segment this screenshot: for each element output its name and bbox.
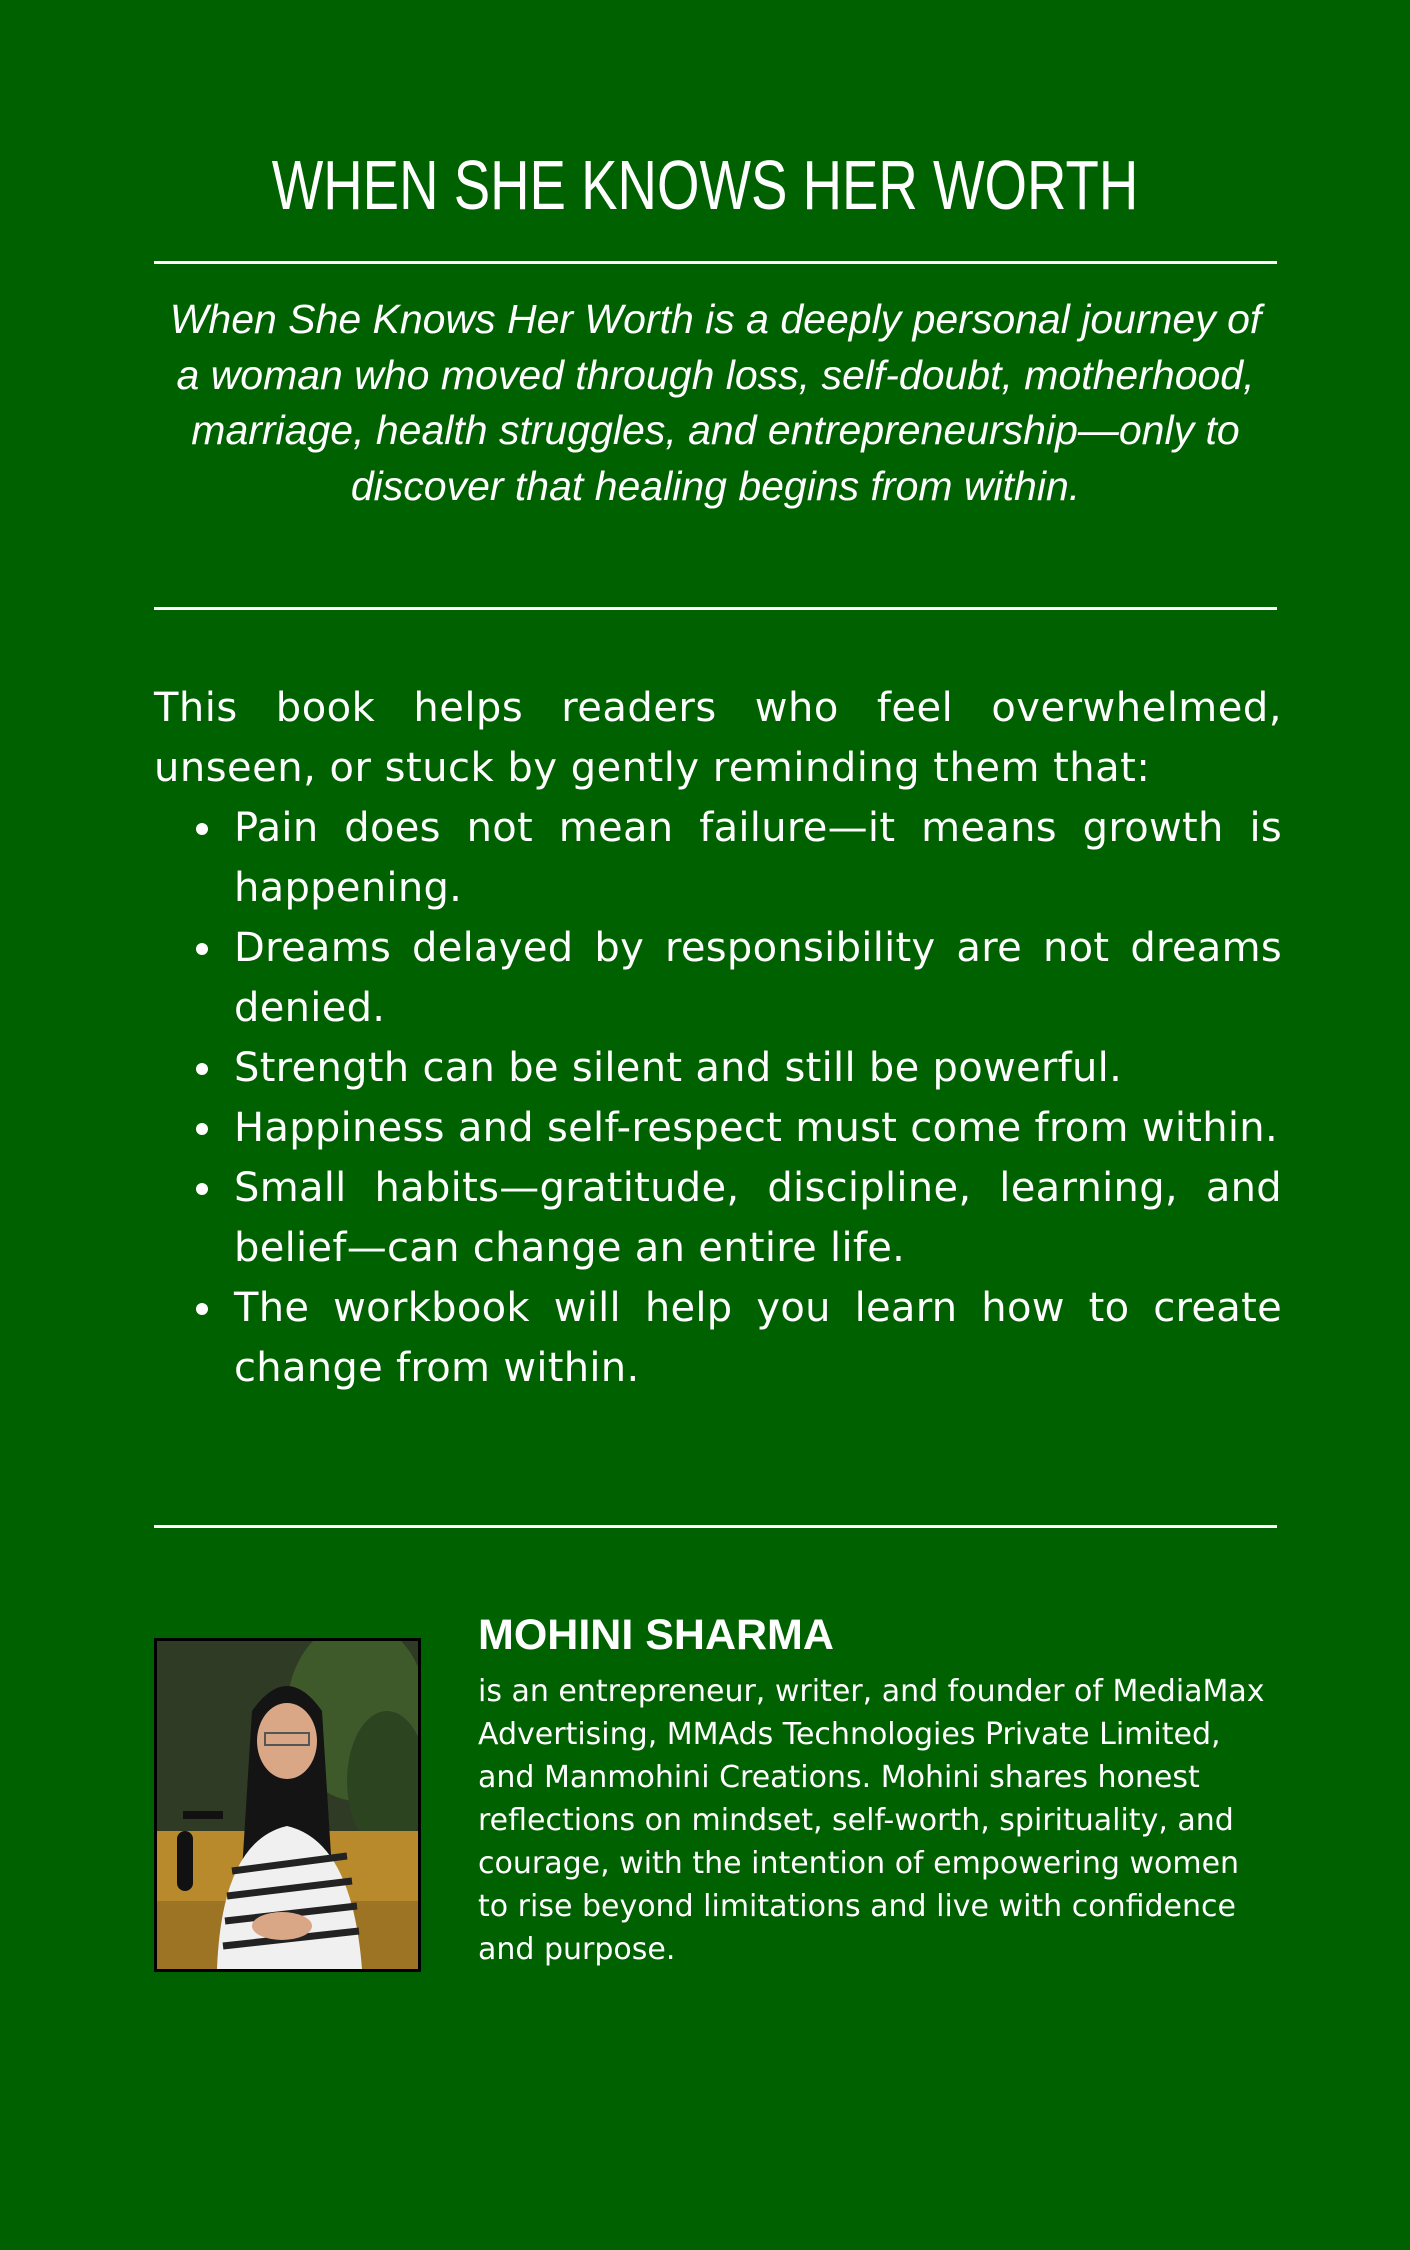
list-item: Pain does not mean failure—it means growth is happening. [154,798,1282,918]
list-item: Small habits—gratitude, discipline, learning, and belief—can change an entire life. [154,1158,1282,1278]
bullet-icon [196,1063,208,1075]
author-name: MOHINI SHARMA [478,1611,834,1659]
author-bio: is an entrepreneur, writer, and founder of MediaMax Advertising, MMAds Technologies Private Limited, and Manmohini Creations. Mohini shares honest reflections on mindset, self-worth, spirituality, and courage, with the intention of empowering women to rise beyond limitations and live with confidence and purpose. [478,1674,1265,1967]
bullet-icon [196,1183,208,1195]
book-description [154,678,1282,1398]
divider-top [154,261,1277,264]
author-portrait-icon [157,1641,418,1969]
bullet-icon [196,943,208,955]
list-item: Happiness and self-respect must come from within. [154,1098,1282,1158]
divider-bottom [154,1525,1277,1528]
list-item: Dreams delayed by responsibility are not dreams denied. [154,918,1282,1038]
bullet-icon [196,823,208,835]
bullet-icon [196,1303,208,1315]
divider-middle [154,607,1277,610]
list-item: The workbook will help you learn how to create change from within. [154,1278,1282,1398]
list-item: Strength can be silent and still be powerful. [154,1038,1282,1098]
author-photo [154,1638,421,1972]
benefits-list [154,798,1282,1398]
description-intro: This book helps readers who feel overwhelmed, unseen, or stuck by gently reminding them that: [154,685,1282,791]
bullet-icon [196,1123,208,1135]
book-synopsis: When She Knows Her Worth is a deeply personal journey of a woman who moved through loss, self-doubt, motherhood, marriage, health struggles, and entrepreneurship—only to discover that healing begins from within. [169,296,1262,509]
book-title: WHEN SHE KNOWS HER WORTH [271,146,1139,224]
